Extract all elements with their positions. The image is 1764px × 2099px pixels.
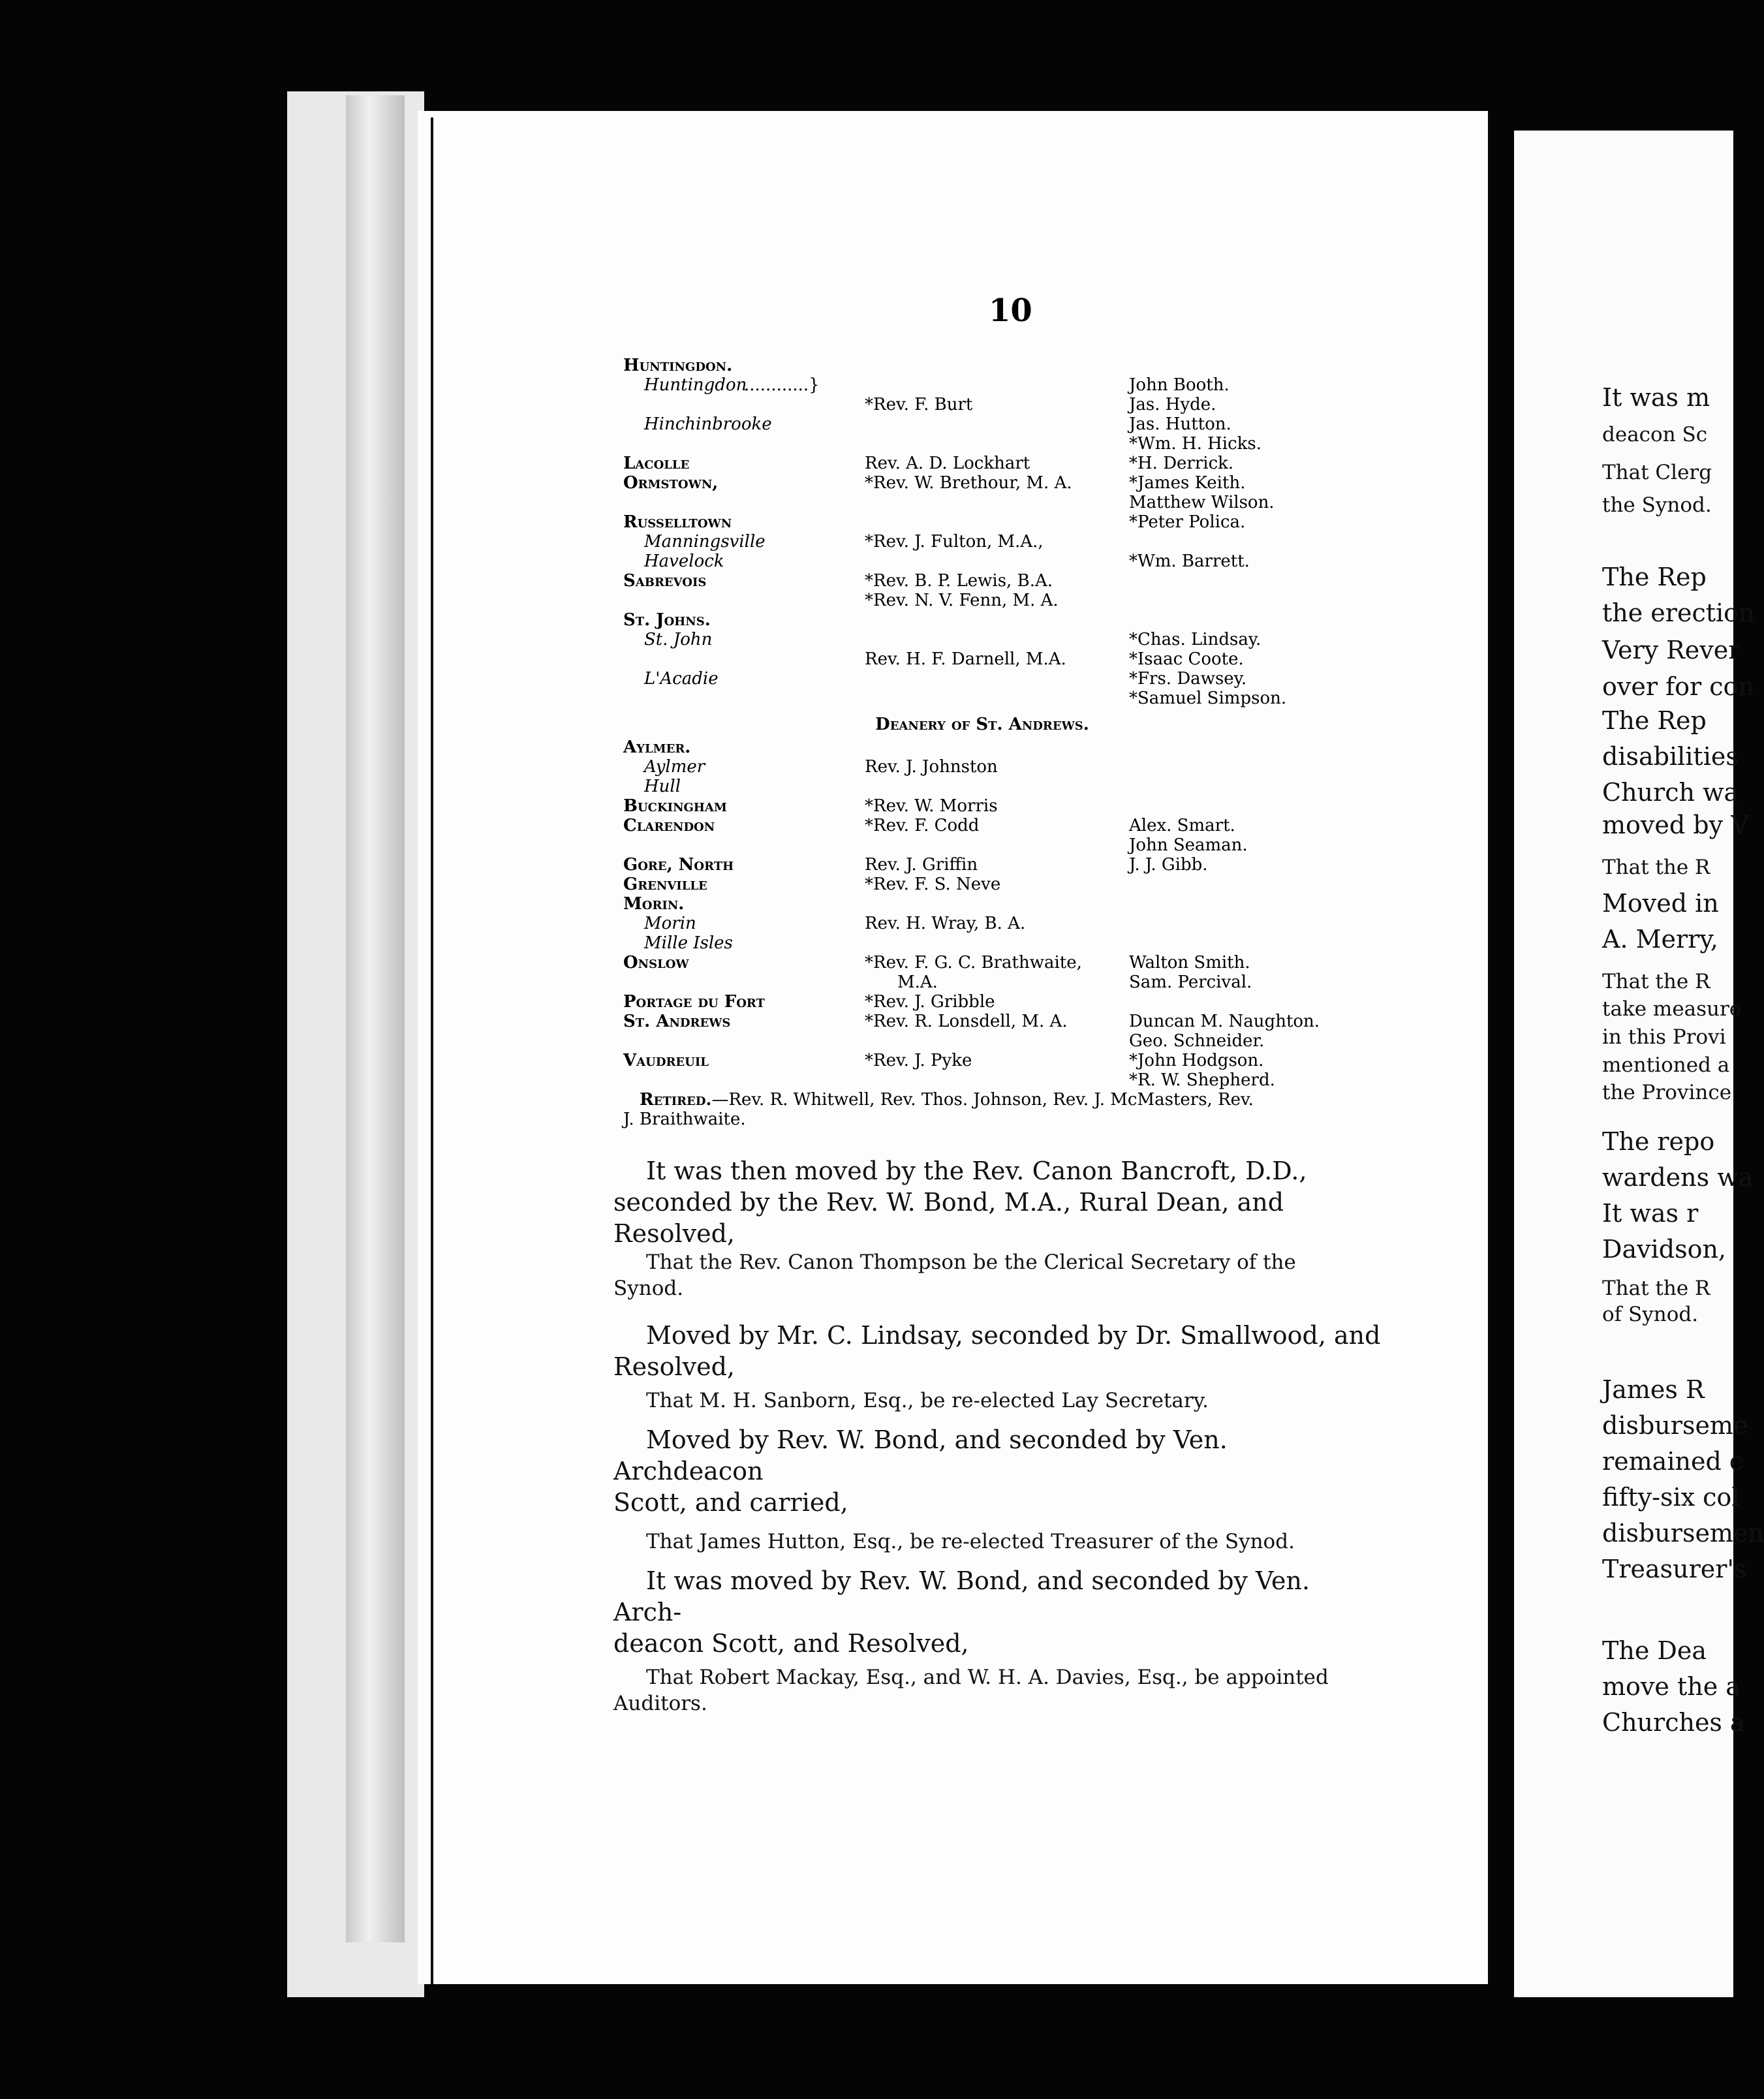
right-line: move the a xyxy=(1602,1672,1741,1701)
motion-1: It was then moved by the Rev. Canon Bancroft, D.D., xyxy=(646,1157,1307,1185)
retired-line xyxy=(640,1090,1254,1110)
right-line: disbursemen xyxy=(1602,1519,1764,1547)
lay-delegate: Jas. Hyde. xyxy=(1129,395,1216,414)
right-line: remained c xyxy=(1602,1447,1744,1476)
motion-4: It was moved by Rev. W. Bond, and seconded by Ven. Arch- xyxy=(613,1566,1310,1626)
right-line: fifty-six col xyxy=(1602,1483,1740,1512)
parish-name: Grenville xyxy=(623,875,707,894)
parish-name: Portage du Fort xyxy=(623,992,765,1012)
deanery-stjohns-heading: St. Johns. xyxy=(623,610,711,630)
right-line: The Rep xyxy=(1602,563,1707,591)
right-line: That the R xyxy=(1602,1277,1710,1300)
parish-heading: Aylmer. xyxy=(623,738,691,757)
parish-name: Clarendon xyxy=(623,816,715,835)
right-line: The Rep xyxy=(1602,706,1707,735)
parish-name: Vaudreuil xyxy=(623,1051,709,1070)
clergy-name: Rev. H. Wray, B. A. xyxy=(865,914,1026,933)
lay-delegate: J. J. Gibb. xyxy=(1129,855,1208,875)
right-line: of Synod. xyxy=(1602,1303,1699,1326)
resolution-4-cont: Auditors. xyxy=(613,1692,707,1715)
parish-name: Hull xyxy=(644,777,681,796)
right-line: Very Rever xyxy=(1602,636,1741,664)
right-line: That the R xyxy=(1602,970,1710,993)
lay-delegate: *Frs. Dawsey. xyxy=(1129,669,1247,689)
parish-name: Hinchinbrooke xyxy=(644,414,772,434)
clergy-name: *Rev. W. Morris xyxy=(865,796,998,816)
right-line: It was r xyxy=(1602,1199,1699,1228)
lay-delegate: Sam. Percival. xyxy=(1129,972,1252,992)
right-line: moved by V xyxy=(1602,811,1749,839)
motion-2: Moved by Mr. C. Lindsay, seconded by Dr. Smallwood, and xyxy=(646,1321,1381,1350)
lay-delegate: Matthew Wilson. xyxy=(1129,493,1275,512)
right-line: Churches a xyxy=(1602,1708,1745,1737)
resolution-3: That James Hutton, Esq., be re-elected Treasurer of the Synod. xyxy=(646,1530,1295,1553)
parish-heading: Morin. xyxy=(623,894,685,914)
right-line: Church wa xyxy=(1602,778,1739,807)
parish-name: Aylmer xyxy=(644,757,705,777)
clergy-degree: M.A. xyxy=(897,972,938,992)
right-line: deacon Sc xyxy=(1602,423,1708,446)
clergy-name: *Rev. F. Burt xyxy=(865,395,973,414)
lay-delegate: *Samuel Simpson. xyxy=(1129,689,1287,708)
right-line: The repo xyxy=(1602,1127,1715,1156)
parish-name: Lacolle xyxy=(623,454,690,473)
parish-name: Russelltown xyxy=(623,512,732,532)
right-line: The Dea xyxy=(1602,1636,1707,1665)
deanery-huntingdon-heading: Huntingdon. xyxy=(623,356,733,375)
right-line: take measure xyxy=(1602,997,1742,1021)
resolution-4: That Robert Mackay, Esq., and W. H. A. Davies, Esq., be appointed xyxy=(646,1666,1329,1689)
lay-delegate: *James Keith. xyxy=(1129,473,1246,493)
clergy-name: Rev. J. Johnston xyxy=(865,757,998,777)
clergy-name: *Rev. N. V. Fenn, M. A. xyxy=(865,591,1059,610)
clergy-name: Rev. H. F. Darnell, M.A. xyxy=(865,649,1066,669)
lay-delegate: John Seaman. xyxy=(1129,835,1248,855)
motion-1-cont: seconded by the Rev. W. Bond, M.A., Rural Dean, and Resolved, xyxy=(613,1188,1284,1248)
clergy-name: Rev. J. Griffin xyxy=(865,855,978,875)
right-line: in this Provi xyxy=(1602,1025,1726,1049)
deanery-heading: Deanery of St. Andrews. xyxy=(875,715,1089,734)
right-line: the Synod. xyxy=(1602,493,1712,517)
parish-name: St. Andrews xyxy=(623,1012,731,1031)
parish-name: Gore, North xyxy=(623,855,734,875)
leader-dots: ............} xyxy=(744,375,820,395)
lay-delegate: Walton Smith. xyxy=(1129,953,1250,972)
right-line: That Clerg xyxy=(1602,461,1712,484)
right-line: A. Merry, xyxy=(1602,925,1718,954)
right-line: mentioned a xyxy=(1602,1053,1730,1077)
page-stack-edge xyxy=(346,95,405,1942)
lay-delegate: John Booth. xyxy=(1129,375,1230,395)
clergy-name: *Rev. W. Brethour, M. A. xyxy=(865,473,1072,493)
right-line: over for con xyxy=(1602,672,1754,701)
parish-name: Buckingham xyxy=(623,796,727,816)
retired-label: Retired. xyxy=(640,1090,712,1110)
lay-delegate: *Isaac Coote. xyxy=(1129,649,1244,669)
lay-delegate: Alex. Smart. xyxy=(1129,816,1235,835)
retired-list: —Rev. R. Whitwell, Rev. Thos. Johnson, Rev. J. McMasters, Rev. xyxy=(711,1090,1254,1110)
parish-name: Morin xyxy=(644,914,696,933)
right-line: Davidson, xyxy=(1602,1235,1726,1264)
lay-delegate: *John Hodgson. xyxy=(1129,1051,1264,1070)
lay-delegate: *Chas. Lindsay. xyxy=(1129,630,1261,649)
clergy-name: *Rev. F. Codd xyxy=(865,816,980,835)
minutes-text xyxy=(613,1155,1384,1717)
clergy-name: *Rev. R. Lonsdell, M. A. xyxy=(865,1012,1068,1031)
lay-delegate: *Peter Polica. xyxy=(1129,512,1246,532)
motion-3: Moved by Rev. W. Bond, and seconded by Ven. Archdeacon xyxy=(613,1425,1228,1485)
parish-name: Ormstown, xyxy=(623,473,719,493)
parish-name: Sabrevois xyxy=(623,571,707,591)
resolution-1-cont: Synod. xyxy=(613,1277,684,1300)
right-line: the Province xyxy=(1602,1081,1732,1104)
right-line: disburseme xyxy=(1602,1411,1748,1440)
motion-4-cont: deacon Scott, and Resolved, xyxy=(613,1629,969,1658)
right-line: That the R xyxy=(1602,856,1710,879)
lay-delegate: *Wm. H. Hicks. xyxy=(1129,434,1262,454)
parish-name: Onslow xyxy=(623,953,689,972)
clergy-name: *Rev. J. Pyke xyxy=(865,1051,972,1070)
clergy-name: *Rev. B. P. Lewis, B.A. xyxy=(865,571,1053,591)
lay-delegate: *R. W. Shepherd. xyxy=(1129,1070,1275,1090)
right-line: Treasurer's xyxy=(1602,1555,1747,1583)
resolution-2: That M. H. Sanborn, Esq., be re-elected Lay Secretary. xyxy=(646,1389,1209,1412)
retired-list-cont: J. Braithwaite. xyxy=(623,1110,746,1129)
right-line: wardens wa xyxy=(1602,1163,1754,1192)
page-number: 10 xyxy=(989,292,1032,329)
lay-delegate: Jas. Hutton. xyxy=(1129,414,1231,434)
clergy-name: *Rev. F. G. C. Brathwaite, xyxy=(865,953,1082,972)
parish-name: L'Acadie xyxy=(644,669,719,689)
right-line: It was m xyxy=(1602,383,1710,412)
parish-name: Manningsville xyxy=(644,532,766,552)
resolution-1: That the Rev. Canon Thompson be the Clerical Secretary of the xyxy=(646,1251,1296,1274)
parish-name: Havelock xyxy=(644,552,724,571)
right-line: James R xyxy=(1602,1375,1705,1404)
lay-delegate: Duncan M. Naughton. xyxy=(1129,1012,1320,1031)
parish-table xyxy=(623,356,1374,1129)
motion-2-cont: Resolved, xyxy=(613,1352,735,1381)
right-line: the erection xyxy=(1602,599,1755,627)
motion-3-cont: Scott, and carried, xyxy=(613,1488,848,1517)
lay-delegate: *H. Derrick. xyxy=(1129,454,1234,473)
lay-delegate: Geo. Schneider. xyxy=(1129,1031,1265,1051)
clergy-name: *Rev. J. Fulton, M.A., xyxy=(865,532,1044,552)
right-line: disabilities xyxy=(1602,742,1739,771)
lay-delegate: *Wm. Barrett. xyxy=(1129,552,1250,571)
clergy-name: *Rev. J. Gribble xyxy=(865,992,995,1012)
clergy-name: *Rev. F. S. Neve xyxy=(865,875,1001,894)
right-line: Moved in xyxy=(1602,889,1719,918)
clergy-name: Rev. A. D. Lockhart xyxy=(865,454,1030,473)
parish-name: Mille Isles xyxy=(644,933,733,953)
parish-name: Huntingdon xyxy=(644,375,747,395)
parish-name: St. John xyxy=(644,630,713,649)
